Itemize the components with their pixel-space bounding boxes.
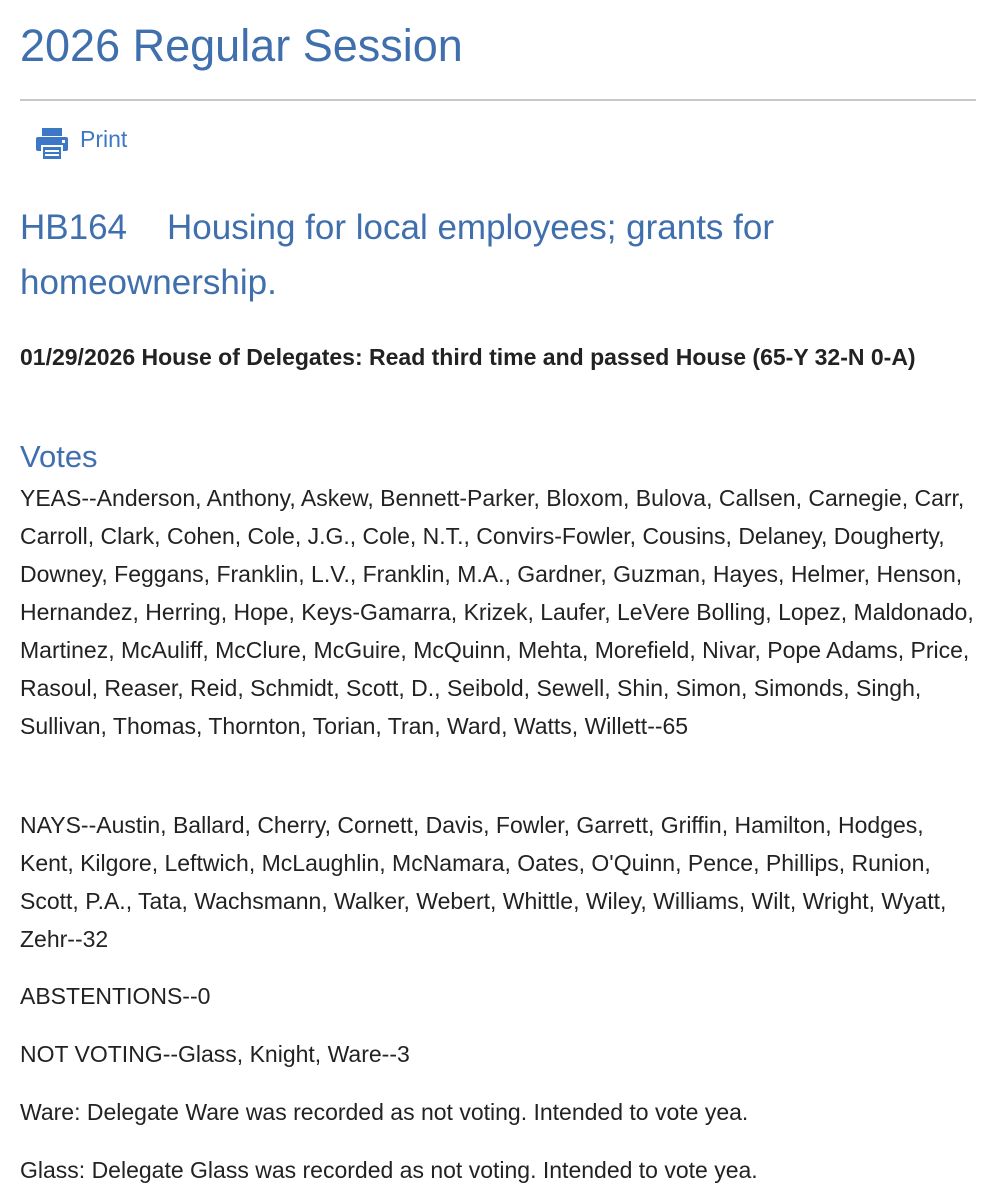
bill-title: Housing for local employees; grants for homeownership. — [20, 208, 774, 302]
nays-list: NAYS--Austin, Ballard, Cherry, Cornett, Davis, Fowler, Garrett, Griffin, Hamilton, Hodges, Kent, Kilgore, Leftwich, McLaughlin, McNamara, Oates, O'Quinn, Pence, Phillips, Runion, Scott, P.A., Tata, Wachsmann, Walker, Webert, Whittle, Wiley, Williams, Wilt, Wright, Wyatt, Zehr--32 — [20, 812, 947, 952]
print-label: Print — [80, 126, 128, 152]
title-divider — [20, 99, 976, 101]
abstentions-line: ABSTENTIONS--0 — [20, 983, 211, 1009]
page-title: 2026 Regular Session — [20, 20, 463, 71]
vote-note: Glass: Delegate Glass was recorded as not voting. Intended to vote yea. — [20, 1157, 758, 1183]
action-summary: 01/29/2026 House of Delegates: Read third time and passed House (65-Y 32-N 0-A) — [20, 344, 916, 370]
print-button[interactable] — [34, 124, 127, 164]
bill-heading — [20, 200, 976, 310]
votes-heading: Votes — [20, 439, 98, 474]
printer-icon — [34, 124, 70, 164]
not-voting-line: NOT VOTING--Glass, Knight, Ware--3 — [20, 1041, 410, 1067]
yeas-list: YEAS--Anderson, Anthony, Askew, Bennett-Parker, Bloxom, Bulova, Callsen, Carnegie, Carr, Carroll, Clark, Cohen, Cole, J.G., Cole, N.T., Convirs-Fowler, Cousins, Delaney, Dougherty, Downey, Feggans, Franklin, L.V., Franklin, M.A., Gardner, Guzman, Hayes, Helmer, Henson, Hernandez, Herring, Hope, Keys-Gamarra, Krizek, Laufer, LeVere Bolling, Lopez, Maldonado, Martinez, McAuliff, McClure, McGuire, McQuinn, Mehta, Morefield, Nivar, Pope Adams, Price, Rasoul, Reaser, Reid, Schmidt, Scott, D., Seibold, Sewell, Shin, Simon, Simonds, Singh, Sullivan, Thomas, Thornton, Torian, Tran, Ward, Watts, Willett--65 — [20, 485, 974, 739]
bill-number: HB164 — [20, 208, 128, 247]
vote-note: Ware: Delegate Ware was recorded as not voting. Intended to vote yea. — [20, 1099, 749, 1125]
